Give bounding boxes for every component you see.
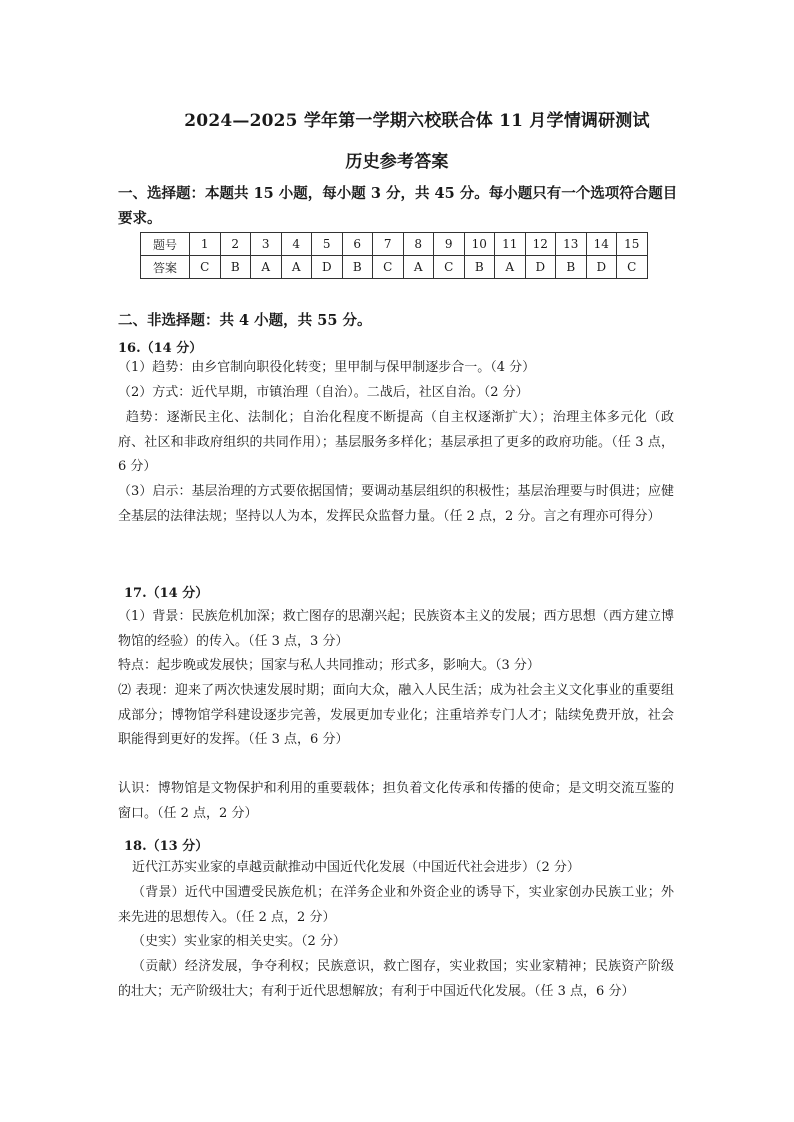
q18-background: （背景）近代中国遭受民族危机；在洋务企业和外资企业的诱导下，实业家创办民族工业；外来先进的思想传入。（任 2 点，2 分）	[118, 885, 674, 925]
q16-trend: 趋势：逐渐民主化、法制化；自治化程度不断提高（自主权逐渐扩大）；治理主体多元化（政府、社区和非政府组织的共同作用）；基层服务多样化；基层承担了更多的政府功能。（任 3 点，6 分）	[118, 410, 674, 474]
question-number: 11	[495, 233, 526, 256]
answer-table-number-row	[141, 233, 648, 256]
q17-part1: （1）背景：民族危机加深；救亡图存的思潮兴起；民族资本主义的发展；西方思想（西方建立博物馆的经验）的传入。（任 3 点，3 分）	[118, 609, 674, 649]
answer-cell: B	[556, 256, 587, 279]
answer-key-title: 历史参考答案	[345, 152, 449, 172]
question-number: 12	[525, 233, 556, 256]
number-row-label: 题号	[141, 233, 190, 256]
q18-heading: 18.（13 分）	[124, 839, 209, 854]
question-number: 6	[342, 233, 373, 256]
exam-title: 2024—2025 学年第一学期六校联合体 11 月学情调研测试	[184, 111, 650, 131]
question-number: 9	[434, 233, 465, 256]
answer-cell: A	[251, 256, 282, 279]
q16-part2: （2）方式：近代早期，市镇治理（自治）。二战后，社区自治。（2 分）	[118, 385, 529, 400]
question-number: 10	[464, 233, 495, 256]
answer-cell: D	[525, 256, 556, 279]
answer-cell: A	[281, 256, 312, 279]
q17-features: 特点：起步晚或发展快；国家与私人共同推动；形式多，影响大。（3 分）	[118, 658, 540, 673]
q16-heading: 16.（14 分）	[118, 341, 203, 356]
q18-facts: （史实）实业家的相关史实。（2 分）	[132, 934, 346, 949]
question-number: 7	[373, 233, 404, 256]
answer-cell: C	[373, 256, 404, 279]
answer-cell: C	[190, 256, 221, 279]
section1-title: 一、选择题：本题共 15 小题，每小题 3 分，共 45 分。每小题只有一个选项符合题目要求。	[118, 185, 678, 227]
answer-cell: B	[342, 256, 373, 279]
q17-part2: ⑵ 表现：迎来了两次快速发展时期；面向大众，融入人民生活；成为社会主义文化事业的重要组成部分；博物馆学科建设逐步完善，发展更加专业化；注重培养专门人才；陆续免费开放，社会职能得到更好的发挥。（任 3 点，6 分）	[118, 683, 674, 747]
answer-cell: B	[220, 256, 251, 279]
question-number: 13	[556, 233, 587, 256]
q18-thesis: 近代江苏实业家的卓越贡献推动中国近代化发展（中国近代社会进步）（2 分）	[132, 860, 580, 875]
answer-row-label: 答案	[141, 256, 190, 279]
answer-cell: C	[617, 256, 648, 279]
answer-cell: A	[495, 256, 526, 279]
q17-understanding: 认识：博物馆是文物保护和利用的重要载体；担负着文化传承和传播的使命；是文明交流互鉴的窗口。（任 2 点，2 分）	[118, 781, 674, 821]
question-number: 14	[586, 233, 617, 256]
question-number: 5	[312, 233, 343, 256]
answer-cell: B	[464, 256, 495, 279]
q17-heading: 17.（14 分）	[124, 586, 209, 601]
q16-part1: （1）趋势：由乡官制向职役化转变；里甲制与保甲制逐步合一。（4 分）	[118, 360, 536, 375]
q16-part3: （3）启示：基层治理的方式要依据国情；要调动基层组织的积极性；基层治理要与时俱进；应健全基层的法律法规；坚持以人为本，发挥民众监督力量。（任 2 点，2 分。言之有理亦可得分）	[118, 484, 674, 524]
answer-table	[140, 232, 648, 279]
answer-table-answer-row	[141, 256, 648, 279]
answer-cell: D	[586, 256, 617, 279]
answer-cell: A	[403, 256, 434, 279]
q18-contribution: （贡献）经济发展，争夺利权；民族意识，救亡图存，实业救国；实业家精神；民族资产阶级的壮大；无产阶级壮大；有利于近代思想解放；有利于中国近代化发展。（任 3 点，6 分）	[118, 959, 674, 999]
question-number: 1	[190, 233, 221, 256]
question-number: 3	[251, 233, 282, 256]
answer-cell: D	[312, 256, 343, 279]
question-number: 2	[220, 233, 251, 256]
question-number: 15	[617, 233, 648, 256]
question-number: 4	[281, 233, 312, 256]
question-number: 8	[403, 233, 434, 256]
answer-cell: C	[434, 256, 465, 279]
section2-title: 二、非选择题：共 4 小题，共 55 分。	[118, 312, 372, 329]
